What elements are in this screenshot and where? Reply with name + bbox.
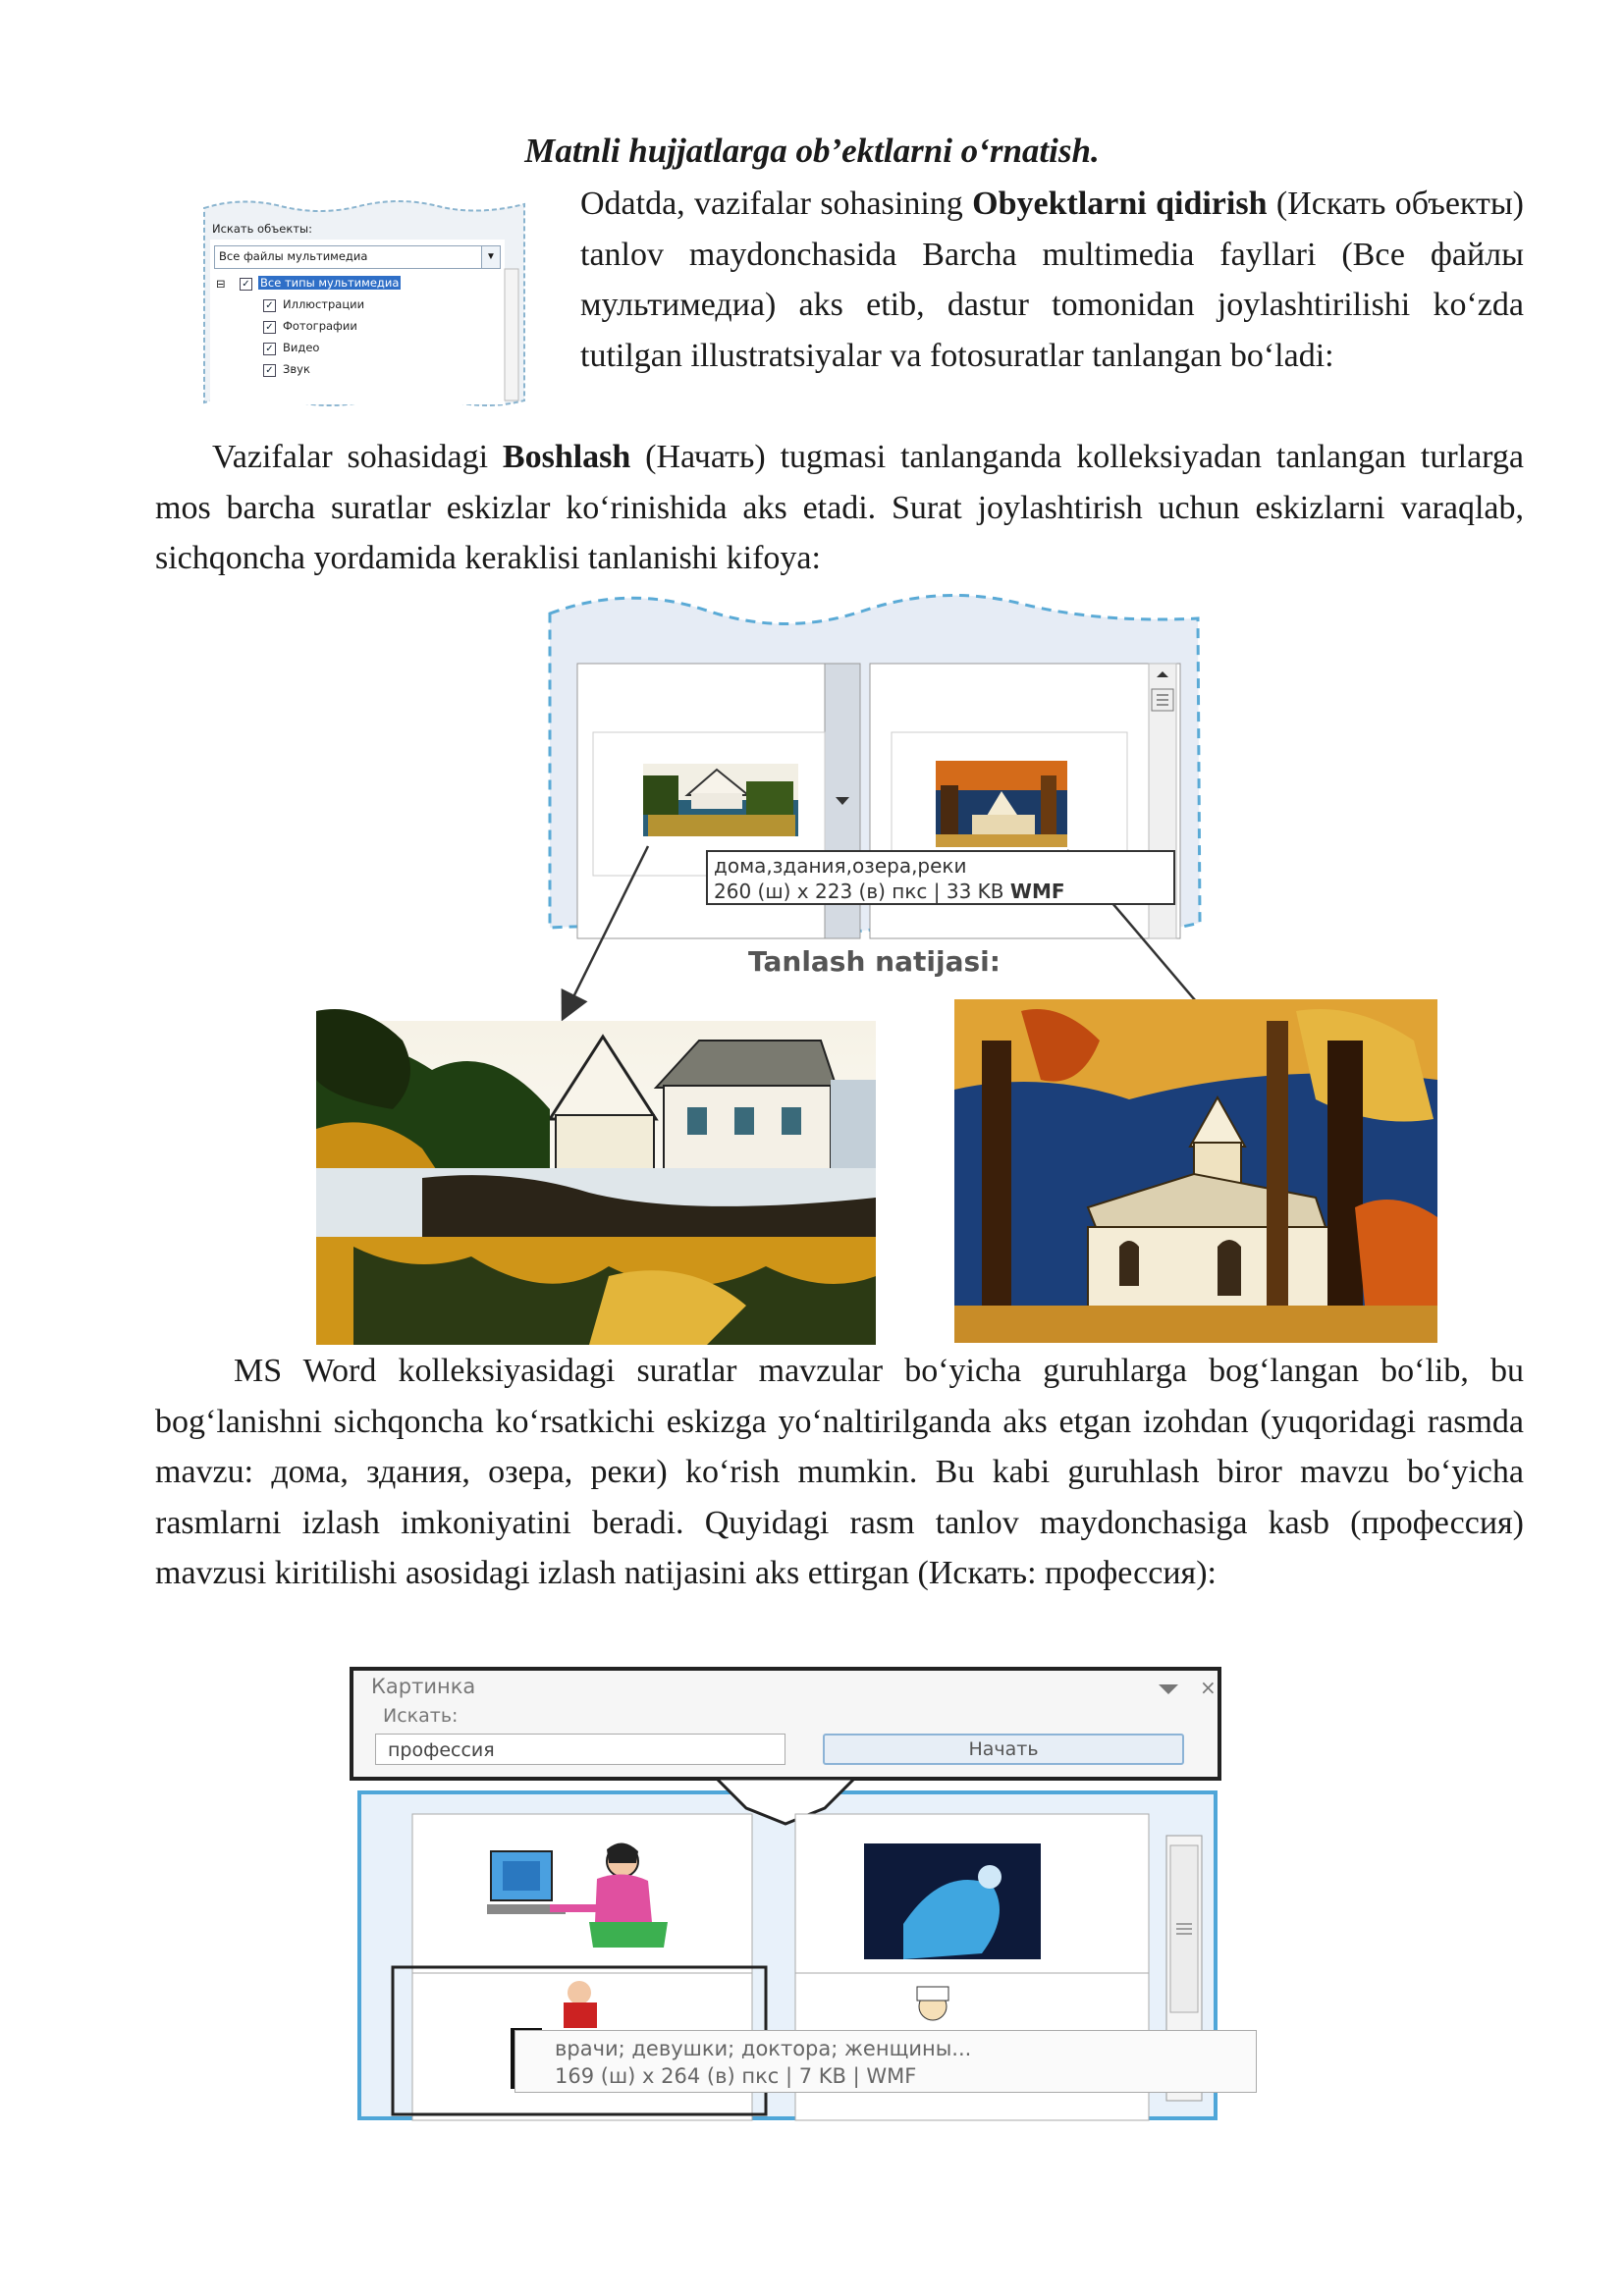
checkbox-all-types[interactable]: ✓: [240, 278, 252, 291]
checkbox-photos[interactable]: ✓: [263, 321, 276, 334]
tree-item-photos[interactable]: Фотографии: [283, 319, 357, 333]
tooltip-keywords: дома,здания,озера,реки: [714, 854, 967, 878]
checkbox-illustrations[interactable]: ✓: [263, 299, 276, 312]
search-label: Искать:: [383, 1705, 459, 1727]
clipart-search-input[interactable]: профессия: [375, 1734, 785, 1765]
selection-result-caption: Tanlash natijasi:: [748, 945, 1001, 978]
paragraph-2: Vazifalar sohasidagi Boshlash (Начать) tugmasi tanlanganda kolleksiyadan tanlangan turlarga mos barcha suratlar eskizlar ko‘rinishida aks etadi. Surat joylashtirish uchun eskizlarni varaqlab, sichqoncha yordamida keraklisi tanlanishi kifoya:: [155, 439, 1524, 576]
bold-term-object-search: Obyektlarni qidirish: [972, 186, 1268, 222]
clipart-tooltip-keywords: врачи; девушки; доктора; женщины...: [555, 2037, 972, 2060]
tooltip-format: WMF: [1009, 880, 1065, 903]
clipart-pane-title: Картинка: [371, 1675, 476, 1698]
result-cell-1: [412, 1814, 752, 1981]
tree-item-video[interactable]: Видео: [283, 341, 320, 354]
tree-item-sound[interactable]: Звук: [283, 362, 310, 376]
checkbox-video[interactable]: ✓: [263, 343, 276, 355]
section-title: Matnli hujjatlarga ob’ektlarni o‘rnatish.: [524, 132, 1100, 170]
bold-term-start: Boshlash: [502, 439, 631, 475]
chevron-down-icon[interactable]: ▼: [481, 246, 500, 268]
select-value: Все файлы мультимедиа: [219, 249, 368, 263]
paragraph-3: MS Word kolleksiyasidagi suratlar mavzular bo‘yicha guruhlarga bog‘langan bo‘lib, bu bog‘lanishni sichqoncha ko‘rsatkichi eskizga yo‘naltirilganda aks etgan izohdan (yuqoridagi rasmda mavzu: дома, здания, озера, реки) ko‘rish mumkin. Bu kabi guruhlash biror mavzu bo‘yicha rasmlarni izlash imkoniyatini beradi. Quyidagi rasm tanlov maydonchasiga kasb (профессия) mavzusi kiritilishi asosidagi izlash natijasini aks ettirgan (Искать: профессия):: [155, 1353, 1524, 1591]
tree-item-illustrations[interactable]: Иллюстрации: [283, 297, 365, 311]
paragraph-1: Odatda, vazifalar sohasining Obyektlarni qidirish (Искать объекты) tanlov maydonchasida Barcha multimedia fayllari (Все файлы мультимедиа) aks etib, dastur tomonidan joylashtirilishi ko‘zda tutilgan illustratsiyalar va fotosuratlar tanlangan bo‘ladi:: [580, 186, 1525, 374]
tooltip-dimensions: 260 (ш) x 223 (в) пкс | 33 KB WMF: [714, 880, 1065, 903]
clipart-tooltip: [514, 2030, 1257, 2093]
close-icon: ×: [1200, 1676, 1217, 1699]
clipart-dark-photo-image: [864, 1843, 1041, 1959]
start-search-button[interactable]: Начать: [823, 1734, 1184, 1765]
checkbox-sound[interactable]: ✓: [263, 364, 276, 377]
clipart-tooltip-dimensions: 169 (ш) x 264 (в) пкс | 7 KB | WMF: [555, 2064, 917, 2088]
tree-collapse-icon[interactable]: ⊟: [216, 277, 226, 291]
clipart-chef-image: [917, 1987, 948, 2020]
tree-item-all-types[interactable]: Все типы мультимедиа: [260, 276, 400, 290]
search-objects-label: Искать объекты:: [212, 222, 312, 236]
